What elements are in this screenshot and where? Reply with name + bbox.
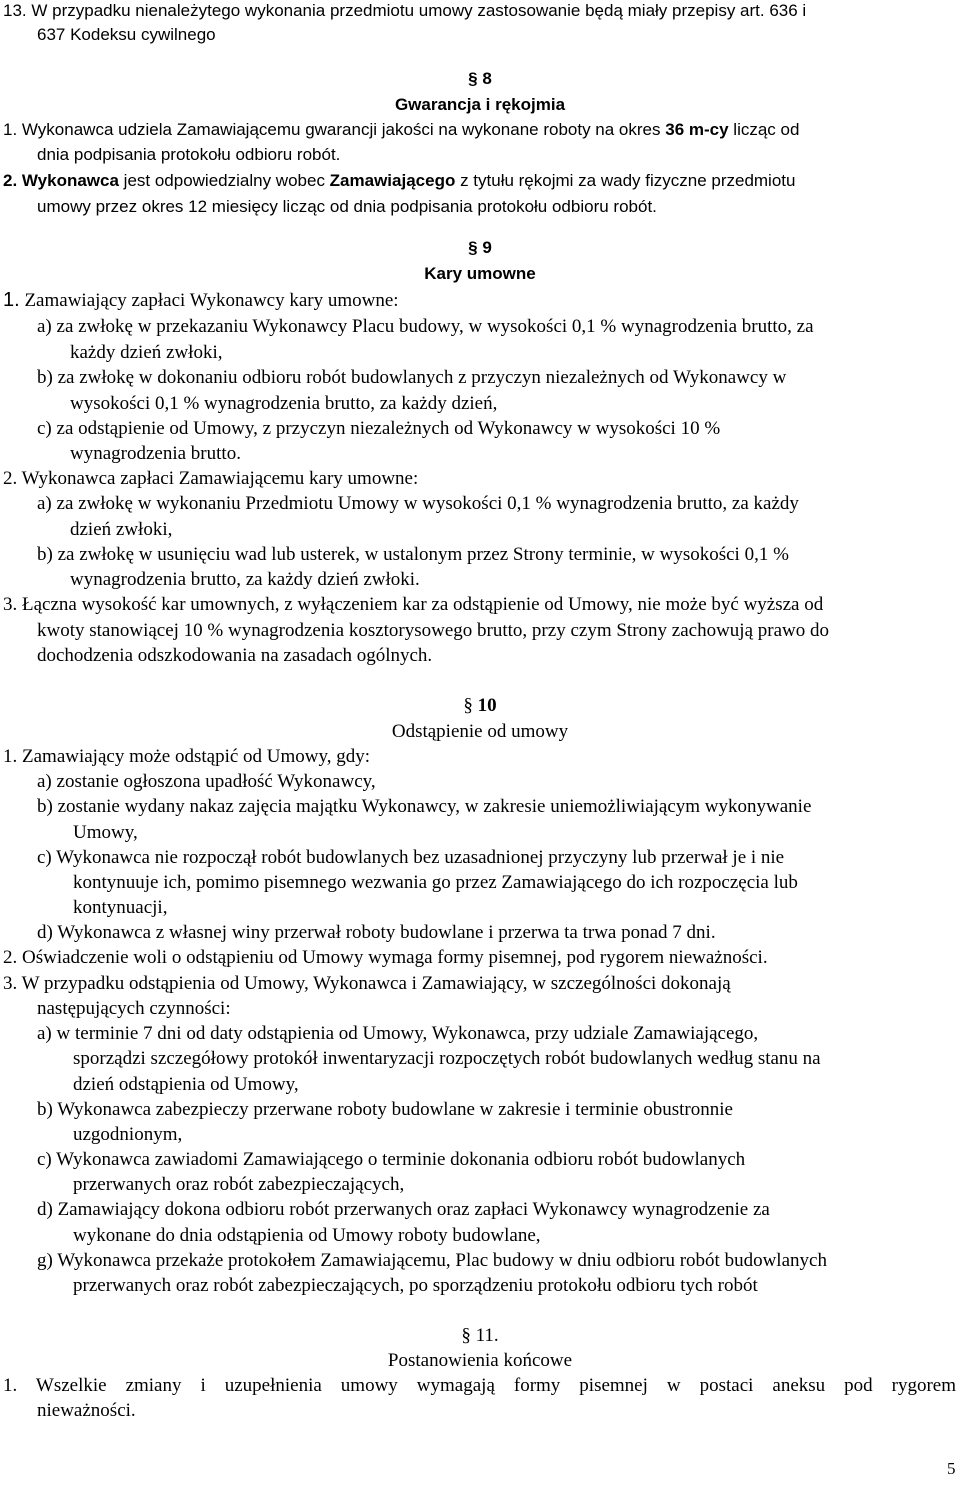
- section-8-ordering-party: Zamawiającego: [329, 171, 456, 190]
- section-9-item-a-line-2: każdy dzień zwłoki,: [70, 342, 223, 363]
- section-11-para-1-line-1: 1. Wszelkie zmiany i uzupełnienia umowy wymagają formy pisemnej w postaci aneksu pod rygorem: [3, 1375, 956, 1396]
- section-9-para-1-text: Zamawiający zapłaci Wykonawcy kary umowne:: [24, 290, 399, 311]
- section-10-title: Odstąpienie od umowy: [391, 721, 569, 742]
- section-10-item-b-line-1: b) zostanie wydany nakaz zajęcia majątku Wykonawcy, w zakresie uniemożliwiającym wykonywanie: [37, 796, 812, 817]
- section-10-item-c-line-3: kontynuacji,: [73, 897, 168, 918]
- section-8-para-1-line-2: dnia podpisania protokołu odbioru robót.: [37, 145, 341, 164]
- section-9-item-c-line-2: wynagrodzenia brutto.: [70, 443, 241, 464]
- section-10-number: 10: [477, 695, 497, 716]
- section-8-para-1-text-a: 1. Wykonawca udziela Zamawiającemu gwarancji jakości na wykonane roboty na okres: [3, 120, 666, 139]
- section-8-title: Gwarancja i rękojmia: [394, 95, 566, 114]
- clause-13-line-2: 637 Kodeksu cywilnego: [37, 25, 216, 44]
- section-9-item-c-line-1: c) za odstąpienie od Umowy, z przyczyn niezależnych od Wykonawcy w wysokości 10 %: [37, 418, 721, 439]
- section-8-para-2-text-a: jest odpowiedzialny wobec: [118, 171, 330, 190]
- section-10-item-a: a) zostanie ogłoszona upadłość Wykonawcy,: [37, 771, 376, 792]
- section-9-item-a-line-1: a) za zwłokę w przekazaniu Wykonawcy Placu budowy, w wysokości 0,1 % wynagrodzenia brutto, za: [37, 316, 814, 337]
- section-8-warranty-period: 36 m-cy: [665, 120, 729, 139]
- section-11-symbol: § 11.: [461, 1325, 499, 1346]
- page-number: 5: [947, 1459, 956, 1478]
- section-10-para-3-item-g-line-2: przerwanych oraz robót zabezpieczających, po sporządzeniu protokołu odbioru tych robót: [73, 1275, 758, 1296]
- section-10-item-b-line-2: Umowy,: [73, 822, 138, 843]
- section-8-contractor: Wykonawca: [21, 171, 119, 190]
- section-10-para-3-item-a-line-1: a) w terminie 7 dni od daty odstąpienia od Umowy, Wykonawca, przy udziale Zamawiającego,: [37, 1023, 759, 1044]
- section-10-para-3-item-a-line-2: sporządzi szczegółowy protokół inwentaryzacji rozpoczętych robót budowlanych według stanu na: [73, 1048, 821, 1069]
- section-8-para-2-text-b: z tytułu rękojmi za wady fizyczne przedmiotu: [455, 171, 796, 190]
- section-8-para-2-line-1: [3, 172, 795, 189]
- section-8-symbol: § 8: [468, 69, 492, 88]
- section-8-para-2-line-2: umowy przez okres 12 miesięcy licząc od dnia podpisania protokołu odbioru robót.: [37, 197, 657, 216]
- section-9-para-2-item-a-line-1: a) za zwłokę w wykonaniu Przedmiotu Umowy w wysokości 0,1 % wynagrodzenia brutto, za każdy: [37, 493, 799, 514]
- section-9-item-b-line-1: b) za zwłokę w dokonaniu odbioru robót budowlanych z przyczyn niezależnych od Wykonawcy w: [37, 367, 787, 388]
- section-8-para-2-number: 2.: [3, 171, 18, 190]
- section-10-item-c-line-2: kontynuuje ich, pomimo pisemnego wezwania go przez Zamawiającego do ich rozpoczęcia lub: [73, 872, 798, 893]
- section-9-para-3-line-1: 3. Łączna wysokość kar umownych, z wyłączeniem kar za odstąpienie od Umowy, nie może być wyższa od: [3, 594, 824, 615]
- clause-13-line-1: 13. W przypadku nienależytego wykonania przedmiotu umowy zastosowanie będą miały przepisy art. 636 i: [3, 1, 807, 20]
- section-10-item-d: d) Wykonawca z własnej winy przerwał roboty budowlane i przerwa ta trwa ponad 7 dni.: [37, 922, 716, 943]
- section-9-title: Kary umowne: [424, 264, 536, 283]
- section-9-para-3-line-3: dochodzenia odszkodowania na zasadach ogólnych.: [37, 645, 433, 666]
- section-10-para-3-item-g-line-1: g) Wykonawca przekaże protokołem Zamawiającemu, Plac budowy w dniu odbioru robót budowlanych: [37, 1250, 827, 1271]
- section-9-para-2-item-b-line-2: wynagrodzenia brutto, za każdy dzień zwłoki.: [70, 569, 420, 590]
- section-11-title: Postanowienia końcowe: [387, 1350, 573, 1371]
- section-9-para-2: 2. Wykonawca zapłaci Zamawiającemu kary umowne:: [3, 468, 419, 489]
- section-9-para-2-item-b-line-1: b) za zwłokę w usunięciu wad lub usterek, w ustalonym przez Strony terminie, w wysokości 0,1 %: [37, 544, 789, 565]
- section-9-para-3-line-2: kwoty stanowiącej 10 % wynagrodzenia kosztorysowego brutto, przy czym Strony zachowują prawo do: [37, 620, 829, 641]
- section-10-para-1: 1. Zamawiający może odstąpić od Umowy, gdy:: [3, 746, 371, 767]
- section-10-para-3-item-b-line-2: uzgodnionym,: [73, 1124, 183, 1145]
- section-10-para-3-item-d-line-1: d) Zamawiający dokona odbioru robót przerwanych oraz zapłaci Wykonawcy wynagrodzenie za: [37, 1199, 770, 1220]
- section-9-para-1: [3, 290, 399, 310]
- section-9-item-b-line-2: wysokości 0,1 % wynagrodzenia brutto, za każdy dzień,: [70, 393, 498, 414]
- section-9-para-1-number: 1.: [3, 289, 20, 311]
- section-10-para-3-line-1: 3. W przypadku odstąpienia od Umowy, Wykonawca i Zamawiający, w szczególności dokonają: [3, 973, 731, 994]
- section-10-para-3-item-a-line-3: dzień odstąpienia od Umowy,: [73, 1074, 299, 1095]
- section-10-para-3-item-c-line-2: przerwanych oraz robót zabezpieczających,: [73, 1174, 405, 1195]
- section-10-para-3-item-d-line-2: wykonane do dnia odstąpienia od Umowy roboty budowlane,: [73, 1225, 541, 1246]
- section-10-para-2: 2. Oświadczenie woli o odstąpieniu od Umowy wymaga formy pisemnej, pod rygorem nieważności.: [3, 947, 768, 968]
- section-8-para-1-line-1: [3, 121, 799, 138]
- section-10-para-3-item-b-line-1: b) Wykonawca zabezpieczy przerwane roboty budowlane w zakresie i terminie obustronnie: [37, 1099, 733, 1120]
- section-10-para-3-item-c-line-1: c) Wykonawca zawiadomi Zamawiającego o terminie dokonania odbioru robót budowlanych: [37, 1149, 746, 1170]
- section-10-item-c-line-1: c) Wykonawca nie rozpoczął robót budowlanych bez uzasadnionej przyczyny lub przerwał je i nie: [37, 847, 785, 868]
- section-8-para-1-text-b: licząc od: [728, 120, 800, 139]
- section-10-symbol: [0, 696, 960, 715]
- section-9-para-2-item-a-line-2: dzień zwłoki,: [70, 519, 173, 540]
- section-10-paragraph-mark: §: [463, 695, 473, 716]
- section-10-para-3-line-2: następujących czynności:: [37, 998, 231, 1019]
- section-11-para-1-line-2: nieważności.: [37, 1400, 136, 1421]
- section-9-symbol: § 9: [468, 238, 492, 257]
